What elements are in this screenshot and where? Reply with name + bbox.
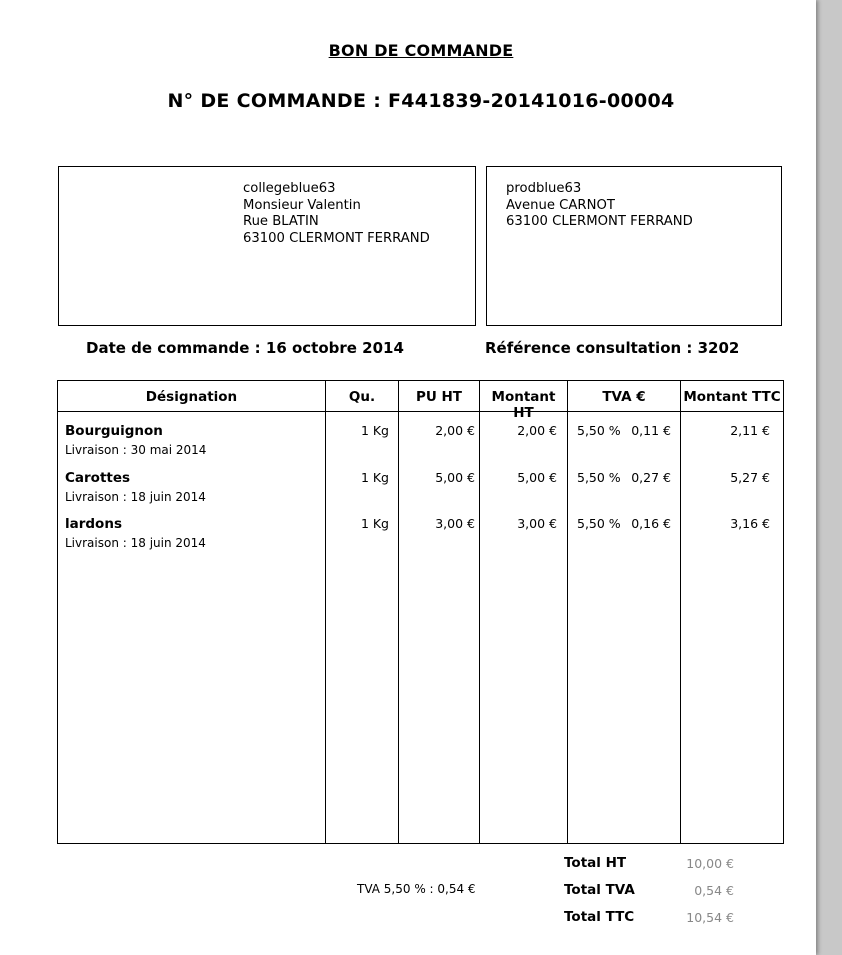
header-divider (58, 411, 783, 412)
total-ht-value: 10,00 € (686, 856, 734, 871)
column-divider (479, 381, 480, 843)
column-divider (325, 381, 326, 843)
order-number: N° DE COMMANDE : F441839-20141016-00004 (167, 90, 675, 112)
supplier-address-line: 63100 CLERMONT FERRAND (506, 214, 693, 229)
header-montant-ht: Montant HT (491, 389, 556, 421)
header-pu-ht: PU HT (415, 389, 463, 405)
total-ttc-value: 10,54 € (686, 910, 734, 925)
item-montant-ht: 3,00 € (517, 516, 557, 531)
consultation-reference: Référence consultation : 3202 (485, 339, 740, 357)
total-tva-label: Total TVA (564, 882, 635, 898)
supplier-address-line: prodblue63 (506, 181, 582, 196)
item-delivery: Livraison : 18 juin 2014 (65, 536, 206, 550)
customer-address-line: Rue BLATIN (243, 214, 319, 229)
customer-address-box (58, 166, 476, 326)
header-qty: Qu. (348, 389, 376, 405)
order-table (57, 380, 784, 844)
total-ht-label: Total HT (564, 855, 627, 871)
item-name: lardons (65, 516, 122, 532)
order-date: Date de commande : 16 octobre 2014 (86, 339, 404, 357)
item-montant-ttc: 3,16 € (730, 516, 770, 531)
total-tva-value: 0,54 € (694, 883, 734, 898)
item-montant-ht: 2,00 € (517, 423, 557, 438)
item-qty: 1 Kg (360, 423, 389, 438)
supplier-address (506, 181, 693, 231)
item-montant-ttc: 5,27 € (730, 470, 770, 485)
item-qty: 1 Kg (360, 516, 389, 531)
customer-address-line: 63100 CLERMONT FERRAND (243, 230, 430, 246)
item-name: Carottes (65, 470, 131, 486)
total-ttc-label: Total TTC (564, 909, 635, 925)
item-pu-ht: 3,00 € (435, 516, 475, 531)
supplier-address-line: Avenue CARNOT (506, 197, 615, 213)
column-divider (567, 381, 568, 843)
item-pu-ht: 2,00 € (435, 423, 475, 438)
item-qty: 1 Kg (360, 470, 389, 485)
column-divider (398, 381, 399, 843)
document-title: BON DE COMMANDE (328, 41, 514, 60)
customer-address (243, 181, 430, 247)
item-tva-amount: 0,11 € (631, 423, 671, 438)
header-designation: Désignation (145, 389, 238, 405)
column-divider (680, 381, 681, 843)
item-delivery: Livraison : 18 juin 2014 (65, 490, 206, 504)
item-delivery: Livraison : 30 mai 2014 (65, 443, 207, 457)
header-montant-ttc: Montant TTC (683, 389, 781, 405)
item-tva-amount: 0,27 € (631, 470, 671, 485)
item-tva-rate: 5,50 % (577, 423, 621, 438)
customer-address-line: collegeblue63 (243, 181, 336, 196)
item-tva-rate: 5,50 % (577, 516, 621, 531)
supplier-address-box (486, 166, 782, 326)
item-tva-rate: 5,50 % (577, 470, 621, 485)
tva-summary: TVA 5,50 % : 0,54 € (357, 882, 476, 896)
item-tva-amount: 0,16 € (631, 516, 671, 531)
item-montant-ttc: 2,11 € (730, 423, 770, 438)
item-montant-ht: 5,00 € (517, 470, 557, 485)
header-tva: TVA € (602, 389, 646, 405)
customer-address-line: Monsieur Valentin (243, 197, 361, 213)
item-name: Bourguignon (65, 423, 163, 439)
item-pu-ht: 5,00 € (435, 470, 475, 485)
